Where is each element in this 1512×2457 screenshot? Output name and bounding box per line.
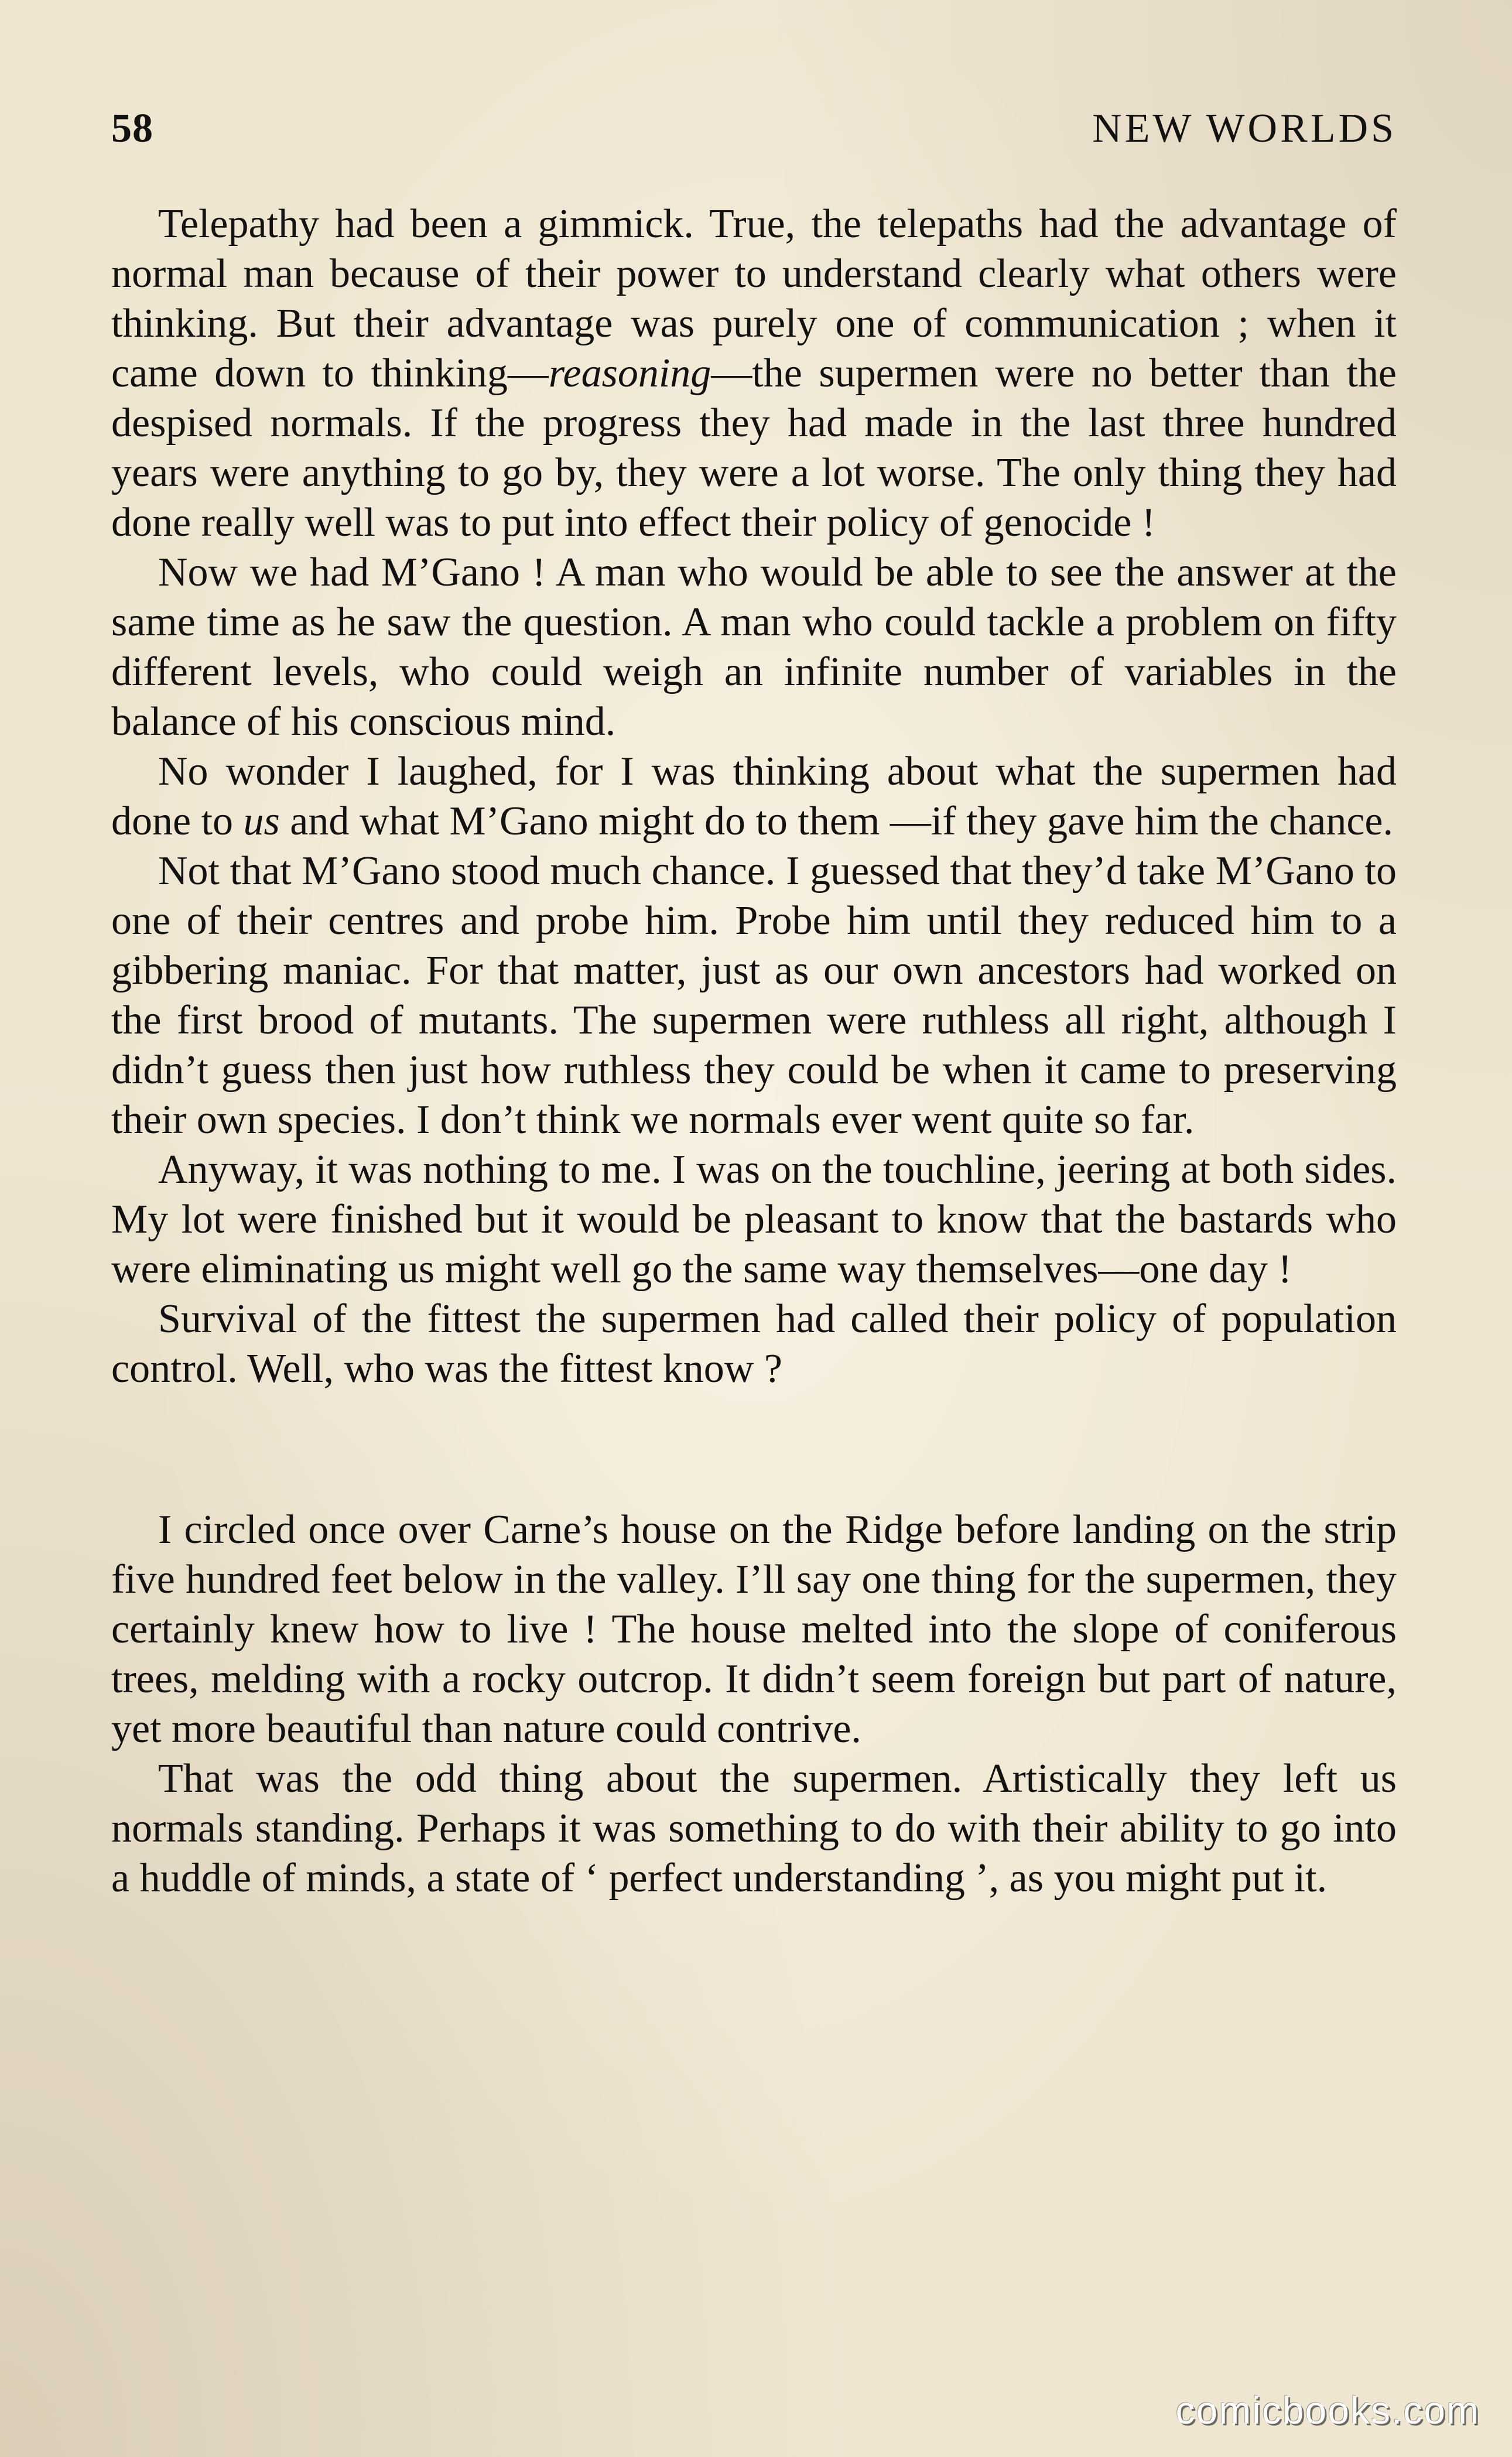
paragraph-text: No wonder I laughed, for I was thinking about what the supermen had done to — [111, 749, 1397, 844]
section-break — [111, 1394, 1397, 1505]
paragraph-probe — [111, 846, 1397, 1145]
paragraph-telepathy — [111, 199, 1397, 547]
running-head — [111, 105, 1397, 170]
paragraph-text: Now we had M’Gano ! A man who would be able to see the answer at the same time as he saw the question. A man who could tackle a problem on fifty different levels, who could weigh an infinite number of variables in the balance of his conscious mind. — [111, 550, 1397, 744]
paragraph-text: That was the odd thing about the supermen. Artistically they left us normals standing. Perhaps it was something to do with their ability to go into a huddle of minds, a state of ‘ perfect understanding ’, as you might put it. — [111, 1756, 1397, 1901]
paragraph-touchline — [111, 1145, 1397, 1294]
paragraph-text: Survival of the fittest the supermen had called their policy of population control. Well, who was the fittest know ? — [111, 1296, 1397, 1391]
page-number: 58 — [111, 106, 153, 151]
paragraph-artistically — [111, 1754, 1397, 1903]
paragraph-text: Telepathy had been a gimmick. True, the telepaths had the advantage of normal man because of their power to understand clearly what others were thinking. But their advantage was purely one of communication ; when it came down to thinking— — [111, 201, 1397, 396]
journal-title: NEW WORLDS — [1092, 106, 1397, 151]
emphasis-text: reasoning — [548, 351, 711, 396]
paragraph-carne-house — [111, 1505, 1397, 1754]
paragraph-text: —the supermen were no better than the despised normals. If the progress they had made in the last three hundred years were anything to go by, they were a lot worse. The only thing they had done really well was to put into effect their policy of genocide ! — [111, 351, 1397, 545]
paragraph-mgano — [111, 547, 1397, 747]
paragraph-text: Anyway, it was nothing to me. I was on the touchline, jeering at both sides. My lot were finished but it would be pleasant to know that the bastards who were eliminating us might well go the same way themselves—one day ! — [111, 1147, 1397, 1292]
paragraph-text: and what M’Gano might do to them —if they gave him the chance. — [279, 799, 1393, 844]
body-text — [111, 199, 1397, 1903]
paragraph-laughed — [111, 747, 1397, 846]
paragraph-text: I circled once over Carne’s house on the Ridge before landing on the strip five hundred feet below in the valley. I’ll say one thing for the supermen, they certainly knew how to live ! The house melted into the slope of coniferous trees, melding with a rocky outcrop. It didn’t seem foreign but part of nature, yet more beautiful than nature could contrive. — [111, 1507, 1397, 1751]
emphasis-text: us — [243, 799, 280, 844]
paragraph-text: Not that M’Gano stood much chance. I guessed that they’d take M’Gano to one of their centres and probe him. Probe him until they reduced him to a gibbering maniac. For that matter, just as our own ancestors had worked on the first brood of mutants. The supermen were ruthless all right, although I didn’t guess then just how ruthless they could be when it came to preserving their own species. I don’t think we normals ever went quite so far. — [111, 848, 1397, 1142]
paragraph-survival — [111, 1294, 1397, 1394]
watermark-logo: comicbooks.com — [1175, 2388, 1480, 2432]
